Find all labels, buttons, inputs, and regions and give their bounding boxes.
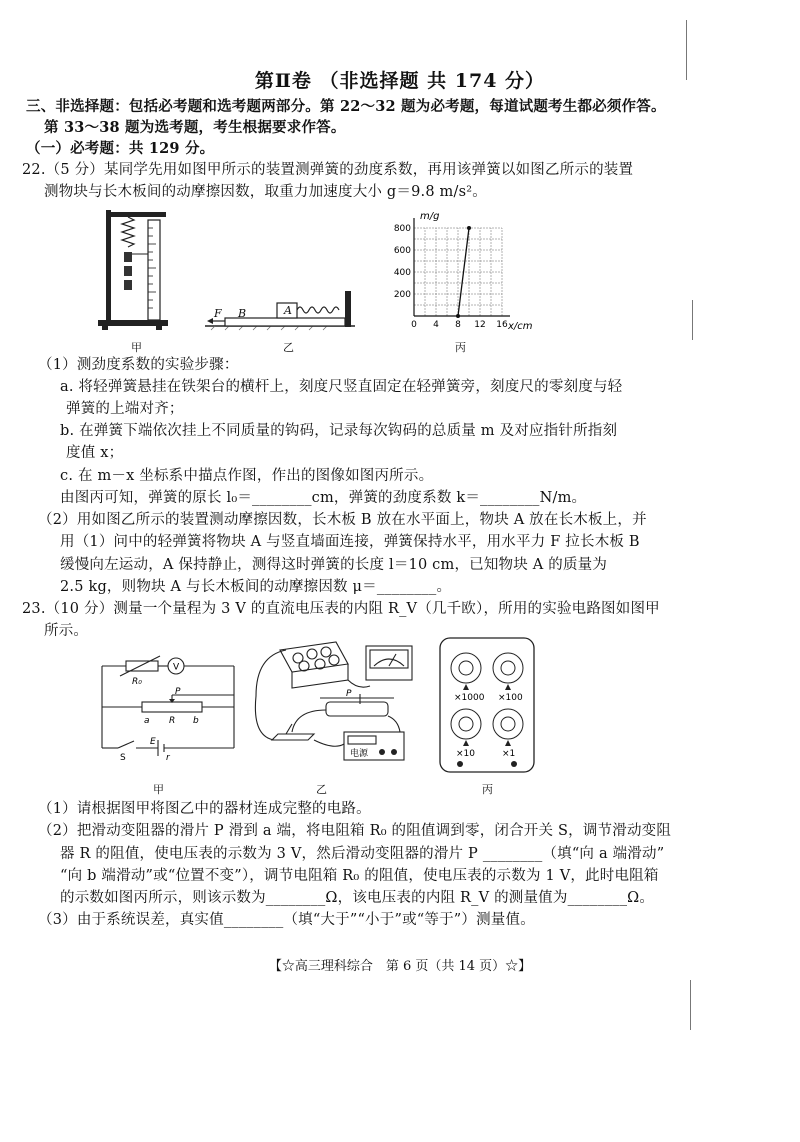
fig22-F-label: F <box>214 307 222 320</box>
q23-p2-line1: （2）把滑动变阻器的滑片 P 滑到 a 端，将电阻箱 R₀ 的阻值调到零，闭合开关 S，调节滑动变阻 <box>38 823 672 839</box>
section3-line2: 第 33～38 题为选考题，考生根据要求作答。 <box>44 119 346 136</box>
q22-line1: 22.（5 分）某同学先用如图甲所示的装置测弹簧的劲度系数，再用该弹簧以如图乙所示的装置 <box>22 162 634 178</box>
q22-p1-a2: 弹簧的上端对齐； <box>66 401 184 417</box>
q23-p3: （3）由于系统误差，真实值________（填“大于”“小于”或“等于”）测量值。 <box>38 912 535 928</box>
fig23-jia-caption: 甲 <box>153 783 164 796</box>
chart-ylabel: m/g <box>420 211 440 222</box>
q22-p1-b1: b. 在弹簧下端依次挂上不同质量的钩码，记录每次钩码的总质量 m 及对应指针所指刻 <box>60 423 618 439</box>
q22-p2-line1: （2）用如图乙所示的装置测动摩擦因数，长木板 B 放在水平面上，物块 A 放在长木板上，并 <box>38 512 647 528</box>
mx-chart <box>388 208 538 336</box>
circuit-R-label: R <box>169 716 176 726</box>
x-tick-label: 16 <box>496 320 508 330</box>
q22-p1-c: c. 在 m－x 坐标系中描点作图，作出的图像如图丙所示。 <box>60 468 434 484</box>
chart-grid <box>414 228 502 316</box>
q23-p2-line3: “向 b 端滑动”或“位置不变”），调节电阻箱 R₀ 的阻值，使电压表的示数为 1 V，此时电阻箱 <box>60 868 659 884</box>
scan-artifact <box>686 20 687 80</box>
data-point <box>467 226 471 230</box>
apparatus-power-label: 电源 <box>350 749 369 759</box>
fig22-yi-caption: 乙 <box>283 341 294 354</box>
fig22-A-label: A <box>284 304 292 317</box>
apparatus-P-label: P <box>346 689 352 699</box>
dial-x10-label: ×10 <box>456 749 475 759</box>
y-tick-label: 400 <box>393 268 411 278</box>
page-footer: 【☆高三理科综合 第 6 页（共 14 页）☆】 <box>268 959 532 974</box>
section-title: 第Ⅱ卷 （非选择题 共 174 分） <box>254 70 546 92</box>
q22-p1-title: （1）测劲度系数的实验步骤： <box>38 357 239 373</box>
figure-spring-stand <box>98 208 180 333</box>
data-point <box>456 314 460 318</box>
dial-x100-label: ×100 <box>498 693 523 703</box>
y-tick-label: 800 <box>393 224 411 234</box>
circuit-b-label: b <box>193 716 199 726</box>
q23-p1: （1）请根据图甲将图乙中的器材连成完整的电路。 <box>38 801 371 817</box>
q22-p1-question: 由图丙可知，弹簧的原长 l₀＝________cm，弹簧的劲度系数 k＝________N/m。 <box>60 490 587 506</box>
scan-artifact <box>692 300 693 340</box>
fig22-bing-caption: 丙 <box>455 341 466 354</box>
circuit-V-label: V <box>173 662 180 673</box>
x-tick-label: 0 <box>411 320 417 330</box>
q22-p1-a1: a. 将轻弹簧悬挂在铁架台的横杆上，刻度尺竖直固定在轻弹簧旁，刻度尺的零刻度与轻 <box>60 379 623 395</box>
circuit-E-label: E <box>150 737 156 747</box>
fig22-jia-caption: 甲 <box>131 341 142 354</box>
q22-line2: 测物块与长木板间的动摩擦因数，取重力加速度大小 g＝9.8 m/s²。 <box>44 184 487 200</box>
circuit-r-label: r <box>166 753 170 762</box>
chart-axes <box>414 218 510 316</box>
x-tick-label: 12 <box>474 320 486 330</box>
q22-p2-line4: 2.5 kg，则物块 A 与长木板间的动摩擦因数 μ＝________。 <box>60 579 452 595</box>
circuit-a-label: a <box>144 716 150 726</box>
q23-p2-line4: 的示数如图丙所示，则该示数为________Ω，该电压表的内阻 R_V 的测量值为________Ω。 <box>60 890 655 906</box>
y-tick-label: 200 <box>393 290 411 300</box>
dial-x1-label: ×1 <box>502 749 516 759</box>
q23-line2: 所示。 <box>44 623 89 639</box>
fig22-B-label: B <box>238 307 247 320</box>
fig23-bing-caption: 丙 <box>482 783 493 796</box>
circuit-P-label: P <box>175 687 181 697</box>
y-tick-label: 600 <box>393 246 411 256</box>
circuit-diagram <box>96 650 241 762</box>
circuit-R0-label: R₀ <box>132 677 142 687</box>
x-tick-label: 8 <box>455 320 461 330</box>
q22-p2-line2: 用（1）问中的轻弹簧将物块 A 与竖直墙面连接，弹簧保持水平，用水平力 F 拉长木板 B <box>60 534 640 550</box>
circuit-S-label: S <box>120 753 126 762</box>
dial-x1000-label: ×1000 <box>454 693 485 703</box>
apparatus-photo <box>250 636 430 776</box>
q23-p2-line2: 器 R 的阻值，使电压表的示数为 3 V，然后滑动变阻器的滑片 P ________（填“向 a 端滑动” <box>60 846 665 862</box>
chart-xlabel: x/cm <box>508 321 533 332</box>
q22-p2-line3: 缓慢向左运动，A 保持静止，测得这时弹簧的长度 l＝10 cm，已知物块 A 的质量为 <box>60 557 608 573</box>
section3-line1: 三、非选择题：包括必考题和选考题两部分。第 22～32 题为必考题，每道试题考生都必须作答。 <box>26 98 666 115</box>
x-tick-label: 4 <box>433 320 439 330</box>
fig23-yi-caption: 乙 <box>316 783 327 796</box>
required-heading: （一）必考题：共 129 分。 <box>26 140 215 157</box>
q23-line1: 23.（10 分）测量一个量程为 3 V 的直流电压表的内阻 R_V（几千欧），所用的实验电路图如图甲 <box>22 601 660 617</box>
scan-artifact <box>690 980 691 1030</box>
q22-p1-b2: 度值 x； <box>66 445 124 461</box>
resistance-box <box>438 636 538 776</box>
